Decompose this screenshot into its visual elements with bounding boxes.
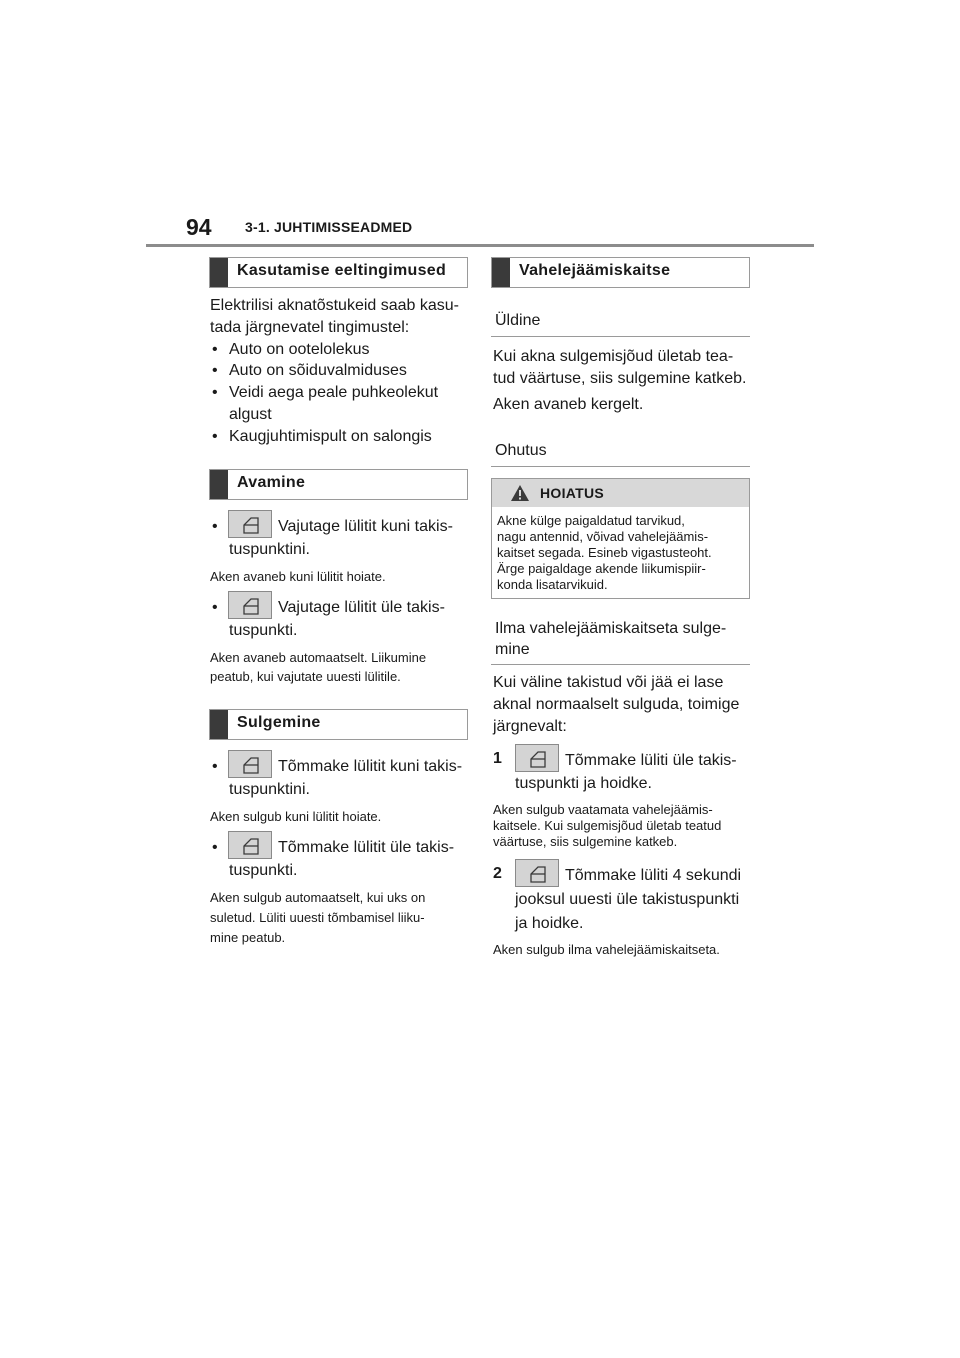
list-item: Auto on sõiduvalmiduses bbox=[229, 362, 407, 379]
closing-step2-line1: Tõmmake lülitit üle takis- bbox=[278, 839, 455, 856]
warning-title: HOIATUS bbox=[540, 485, 605, 501]
general-line3: Aken avaneb kergelt. bbox=[493, 396, 644, 413]
bullet-marker: • bbox=[212, 341, 218, 358]
opening-step1-line2: tuspunktini. bbox=[229, 541, 310, 558]
without-protection-intro-line2: aknal normaalselt sulguda, toimige bbox=[493, 696, 740, 713]
bullet-marker: • bbox=[212, 839, 218, 856]
section-marker bbox=[492, 258, 510, 287]
bullet-marker: • bbox=[212, 384, 218, 401]
warning-line: Ärge paigaldage akende liikumispiir- bbox=[497, 561, 706, 576]
opening-step1-line1: Vajutage lülitit kuni takis- bbox=[278, 518, 453, 535]
window-switch-icon bbox=[228, 510, 272, 538]
section-marker bbox=[210, 470, 228, 499]
section-title: Vahelejäämiskaitse bbox=[519, 262, 671, 279]
preconditions-intro-line2: tada järgnevatel tingimustel: bbox=[210, 319, 410, 336]
window-switch-icon bbox=[515, 859, 559, 887]
section-title: Kasutamise eeltingimused bbox=[237, 262, 447, 279]
subheading-text-line2: mine bbox=[495, 641, 530, 658]
bullet-marker: • bbox=[212, 518, 218, 535]
without-protection-intro-line1: Kui väline takistud või jää ei lase bbox=[493, 674, 724, 691]
without-protection-step1-note-line1: Aken sulgub vaatamata vahelejäämis- bbox=[493, 802, 713, 817]
warning-triangle-icon bbox=[510, 484, 530, 502]
closing-step2-note-line1: Aken sulgub automaatselt, kui uks on bbox=[210, 890, 426, 905]
without-protection-step2-note: Aken sulgub ilma vahelejäämiskaitseta. bbox=[493, 942, 720, 957]
section-header-preconditions bbox=[209, 257, 468, 288]
without-protection-step2-line1: Tõmmake lüliti 4 sekundi bbox=[565, 867, 742, 884]
closing-step1-line2: tuspunktini. bbox=[229, 781, 310, 798]
general-line2: tud väärtuse, siis sulgemine katkeb. bbox=[493, 370, 747, 387]
opening-step2-line2: tuspunkti. bbox=[229, 622, 298, 639]
warning-line: nagu antennid, võivad vahelejäämis- bbox=[497, 529, 709, 544]
opening-step2-note-line2: peatub, kui vajutate uuesti lülitile. bbox=[210, 669, 401, 684]
closing-step2-note-line3: mine peatub. bbox=[210, 930, 286, 945]
general-line1: Kui akna sulgemisjõud ületab tea- bbox=[493, 348, 734, 365]
subheading-text: Üldine bbox=[495, 312, 541, 329]
list-item: Kaugjuhtimispult on salongis bbox=[229, 428, 432, 445]
closing-step2-line2: tuspunkti. bbox=[229, 862, 298, 879]
window-switch-icon bbox=[228, 591, 272, 619]
closing-step2-note-line2: suletud. Lüliti uuesti tõmbamisel liiku- bbox=[210, 910, 425, 925]
step-number: 2 bbox=[493, 865, 502, 882]
chapter-title: 3-1. JUHTIMISSEADMED bbox=[245, 219, 413, 235]
warning-text bbox=[497, 513, 747, 593]
section-marker bbox=[210, 258, 228, 287]
bullet-marker: • bbox=[212, 362, 218, 379]
subheading-general bbox=[491, 310, 750, 337]
window-switch-icon bbox=[228, 831, 272, 859]
opening-step2-line1: Vajutage lülitit üle takis- bbox=[278, 599, 445, 616]
preconditions-intro-line1: Elektrilisi aknatõstukeid saab kasu- bbox=[210, 297, 460, 314]
subheading-text-line1: Ilma vahelejäämiskaitseta sulge- bbox=[495, 620, 727, 637]
warning-line: kaitset segada. Esineb vigastusteoht. bbox=[497, 545, 712, 560]
list-item-continuation: algust bbox=[229, 406, 272, 423]
warning-box bbox=[491, 478, 750, 599]
section-header-opening bbox=[209, 469, 468, 500]
section-title: Avamine bbox=[237, 474, 306, 491]
bullet-marker: • bbox=[212, 599, 218, 616]
warning-line: Akne külge paigaldatud tarvikud, bbox=[497, 513, 685, 528]
opening-step1-note: Aken avaneb kuni lülitit hoiate. bbox=[210, 569, 386, 584]
without-protection-step1-note-line2: kaitsele. Kui sulgemisjõud ületab teatud bbox=[493, 818, 722, 833]
without-protection-step1-note-line3: väärtuse, siis sulgemine katkeb. bbox=[493, 834, 678, 849]
section-header-pinch-protection bbox=[491, 257, 750, 288]
without-protection-step2-line3: ja hoidke. bbox=[515, 915, 584, 932]
without-protection-step1-line1: Tõmmake lüliti üle takis- bbox=[565, 752, 737, 769]
page-number: 94 bbox=[186, 214, 212, 240]
without-protection-step1-line2: tuspunkti ja hoidke. bbox=[515, 775, 652, 792]
step-number: 1 bbox=[493, 750, 502, 767]
bullet-marker: • bbox=[212, 758, 218, 775]
opening-step2-note-line1: Aken avaneb automaatselt. Liikumine bbox=[210, 650, 427, 665]
warning-line: konda lisatarvikuid. bbox=[497, 577, 608, 592]
closing-step1-note: Aken sulgub kuni lülitit hoiate. bbox=[210, 809, 382, 824]
window-switch-icon bbox=[228, 750, 272, 778]
subheading-closing-without-protection bbox=[491, 618, 750, 665]
without-protection-intro-line3: järgnevalt: bbox=[493, 718, 567, 735]
section-marker bbox=[210, 710, 228, 739]
section-header-closing bbox=[209, 709, 468, 740]
without-protection-step2-line2: jooksul uuesti üle takistuspunkti bbox=[515, 891, 740, 908]
subheading-text: Ohutus bbox=[495, 442, 547, 459]
closing-step1-line1: Tõmmake lülitit kuni takis- bbox=[278, 758, 463, 775]
bullet-marker: • bbox=[212, 428, 218, 445]
header-divider bbox=[146, 244, 814, 247]
window-switch-icon bbox=[515, 744, 559, 772]
section-title: Sulgemine bbox=[237, 714, 321, 731]
warning-header bbox=[492, 479, 749, 507]
list-item: Veidi aega peale puhkeolekut bbox=[229, 384, 439, 401]
subheading-safety bbox=[491, 440, 750, 467]
list-item: Auto on ootelolekus bbox=[229, 341, 370, 358]
